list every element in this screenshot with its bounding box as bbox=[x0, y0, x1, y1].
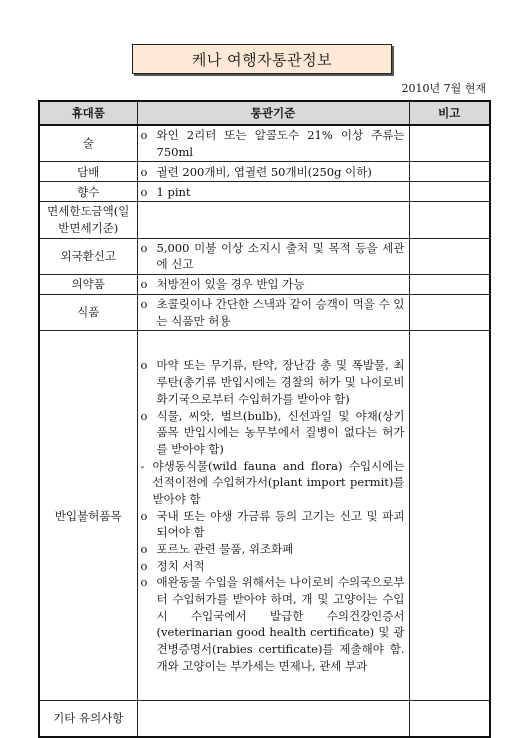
table-row bbox=[39, 331, 490, 701]
row-standard bbox=[137, 162, 409, 182]
list-item: o 1 pint bbox=[140, 184, 191, 199]
circle-bullet-icon: o bbox=[140, 184, 148, 199]
circle-bullet-icon: o bbox=[140, 541, 148, 556]
circle-bullet-icon: o bbox=[140, 297, 148, 312]
row-note bbox=[409, 275, 490, 295]
row-standard bbox=[137, 182, 409, 202]
row-category: 면세한도금액(일반면세기준) bbox=[39, 202, 137, 238]
row-category: 향수 bbox=[39, 182, 137, 202]
row-note bbox=[409, 295, 490, 331]
row-note bbox=[409, 331, 490, 701]
row-standard bbox=[137, 238, 409, 274]
table-header-row bbox=[39, 101, 490, 125]
circle-bullet-icon: o bbox=[140, 408, 148, 423]
dash-bullet-icon: - bbox=[140, 458, 145, 473]
table-row bbox=[39, 701, 490, 737]
row-note bbox=[409, 238, 490, 274]
row-standard bbox=[137, 331, 409, 701]
row-category: 외국환신고 bbox=[39, 238, 137, 274]
table-row bbox=[39, 182, 490, 202]
row-category: 반입불허품목 bbox=[39, 331, 137, 701]
list-item: o 와인 2리터 또는 알콜도수 21% 이상 주류는 750ml bbox=[140, 128, 405, 159]
sub-list-item: - 야생동식물(wild fauna and flora) 수입시에는 선적이전에 수입허가서(plant import permit)를 받아야 함 bbox=[140, 458, 405, 506]
header-note: 비고 bbox=[409, 101, 490, 125]
list-item: o 애완동물 수입을 위해서는 나이로비 수의국으로부터 수입허가를 받아야 하며, 개 및 고양이는 수입시 수입국에서 발급한 수의건강인증서(veterinarian good health certificate) 및 광견병증명서(rabies certificate)를 제출해야 함. 개와 고양이는 부가세는 면제나, 관세 부과 bbox=[140, 575, 405, 673]
table-row bbox=[39, 202, 490, 238]
circle-bullet-icon: o bbox=[140, 558, 148, 573]
row-category: 의약품 bbox=[39, 275, 137, 295]
list-item: o 국내 또는 야생 가금류 등의 고기는 신고 및 파괴되어야 함 bbox=[140, 508, 405, 540]
list-item: o 궐련 200개비, 엽궐련 50개비(250g 이하) bbox=[140, 164, 372, 179]
row-standard bbox=[137, 202, 409, 238]
document-title: 케나 여행자통관정보 bbox=[132, 44, 392, 74]
row-standard bbox=[137, 275, 409, 295]
row-standard bbox=[137, 125, 409, 162]
row-category: 기타 유의사항 bbox=[39, 701, 137, 737]
customs-table bbox=[38, 100, 491, 738]
table-row bbox=[39, 295, 490, 331]
header-standard: 통관기준 bbox=[137, 101, 409, 125]
row-note bbox=[409, 202, 490, 238]
row-standard bbox=[137, 701, 409, 737]
circle-bullet-icon: o bbox=[140, 277, 148, 292]
date-label: 2010년 7월 현재 bbox=[401, 82, 486, 95]
row-standard bbox=[137, 295, 409, 331]
table-row bbox=[39, 125, 490, 162]
list-item: o 포르노 관련 물품, 위조화폐 bbox=[140, 541, 294, 556]
table-row bbox=[39, 162, 490, 182]
row-note bbox=[409, 162, 490, 182]
table-row bbox=[39, 238, 490, 274]
circle-bullet-icon: o bbox=[140, 575, 148, 590]
row-category: 식품 bbox=[39, 295, 137, 331]
list-item: o 초콜릿이나 간단한 스낵과 같이 승객이 먹을 수 있는 식품만 허용 bbox=[140, 297, 405, 328]
table-row bbox=[39, 275, 490, 295]
list-item: o 마약 또는 무기류, 탄약, 장난감 총 및 폭발물, 최루탄(총기류 반입시에는 경찰의 허가 및 나이로비 화기국으로부터 수입허가를 받아야 함) bbox=[140, 358, 405, 406]
row-note bbox=[409, 182, 490, 202]
list-item: o 식물, 씨앗, 벌브(bulb), 신선과일 및 야채(상기 품목 반입시에는 농무부에서 질병이 없다는 허가를 받아야 함) bbox=[140, 408, 405, 456]
row-category: 술 bbox=[39, 125, 137, 162]
row-category: 담배 bbox=[39, 162, 137, 182]
list-item: o 처방전이 있을 경우 반입 가능 bbox=[140, 277, 305, 292]
row-note bbox=[409, 125, 490, 162]
header-category: 휴대품 bbox=[39, 101, 137, 125]
circle-bullet-icon: o bbox=[140, 240, 148, 255]
circle-bullet-icon: o bbox=[140, 164, 148, 179]
list-item: o 정치 서적 bbox=[140, 558, 205, 573]
circle-bullet-icon: o bbox=[140, 508, 148, 523]
circle-bullet-icon: o bbox=[140, 128, 148, 142]
circle-bullet-icon: o bbox=[140, 358, 148, 373]
list-item: o 5,000 미불 이상 소지시 출처 및 목적 등을 세관에 신고 bbox=[140, 240, 405, 272]
row-note bbox=[409, 701, 490, 737]
